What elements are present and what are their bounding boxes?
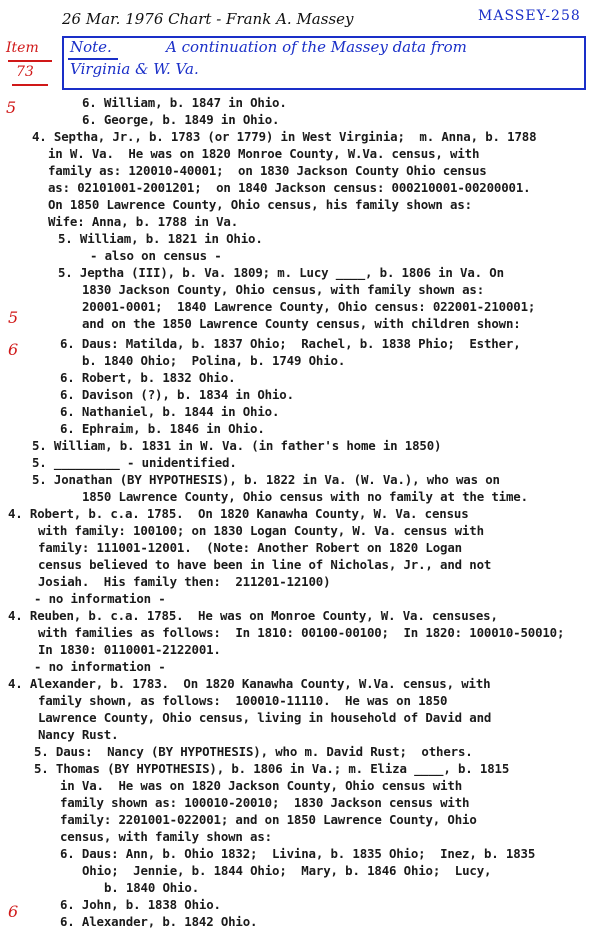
text-line: census, with family shown as:: [60, 829, 272, 844]
text-line: Ohio; Jennie, b. 1844 Ohio; Mary, b. 1846 Ohio; Lucy,: [82, 863, 492, 878]
text-line: 6. Alexander, b. 1842 Ohio.: [60, 914, 258, 929]
text-line: 5. Jeptha (III), b. Va. 1809; m. Lucy ____, b. 1806 in Va. On: [58, 265, 504, 280]
text-line: b. 1840 Ohio.: [104, 880, 200, 895]
note-text-line1: A continuation of the Massey data from: [166, 38, 467, 56]
margin-mark: 6: [8, 902, 19, 921]
text-line: 6. George, b. 1849 in Ohio.: [82, 112, 280, 127]
text-line: 1830 Jackson County, Ohio census, with family shown as:: [82, 282, 485, 297]
text-line: 5. Daus: Nancy (BY HYPOTHESIS), who m. David Rust; others.: [34, 744, 473, 759]
text-line: Josiah. His family then: 211201-12100): [38, 574, 331, 589]
text-line: 4. Septha, Jr., b. 1783 (or 1779) in West Virginia; m. Anna, b. 1788: [32, 129, 537, 144]
text-line: - no information -: [34, 659, 166, 674]
text-line: 6. Daus: Matilda, b. 1837 Ohio; Rachel, b. 1838 Phio; Esther,: [60, 336, 521, 351]
header-date-author: 26 Mar. 1976 Chart - Frank A. Massey: [62, 10, 354, 28]
item-number-underline: [12, 84, 48, 86]
text-line: 1850 Lawrence County, Ohio census with no family at the time.: [82, 489, 528, 504]
text-line: 6. Davison (?), b. 1834 in Ohio.: [60, 387, 294, 402]
text-line: 6. William, b. 1847 in Ohio.: [82, 95, 287, 110]
document-code: MASSEY-258: [478, 8, 581, 24]
text-line: Wife: Anna, b. 1788 in Va.: [48, 214, 239, 229]
note-label: Note.: [70, 38, 112, 56]
text-line: 4. Alexander, b. 1783. On 1820 Kanawha County, W.Va. census, with: [8, 676, 491, 691]
text-line: 6. Robert, b. 1832 Ohio.: [60, 370, 236, 385]
text-line: as: 02101001-2001201; on 1840 Jackson census: 000210001-00200001.: [48, 180, 531, 195]
text-line: with family: 100100; on 1830 Logan County, W. Va. census with: [38, 523, 484, 538]
margin-mark: 5: [8, 308, 19, 327]
text-line: In 1830: 0110001-2122001.: [38, 642, 221, 657]
text-line: family: 2201001-022001; and on 1850 Lawrence County, Ohio: [60, 812, 477, 827]
text-line: 6. John, b. 1838 Ohio.: [60, 897, 221, 912]
text-line: Lawrence County, Ohio census, living in household of David and: [38, 710, 492, 725]
text-line: in W. Va. He was on 1820 Monroe County, W.Va. census, with: [48, 146, 480, 161]
text-line: 5. William, b. 1821 in Ohio.: [58, 231, 263, 246]
margin-mark: 6: [8, 340, 19, 359]
text-line: and on the 1850 Lawrence County census, with children shown:: [82, 316, 521, 331]
item-number: 73: [16, 64, 34, 80]
text-line: 5. William, b. 1831 in W. Va. (in father's home in 1850): [32, 438, 442, 453]
text-line: 5. Jonathan (BY HYPOTHESIS), b. 1822 in Va. (W. Va.), who was on: [32, 472, 500, 487]
margin-mark: 5: [6, 98, 17, 117]
text-line: 6. Daus: Ann, b. Ohio 1832; Livina, b. 1835 Ohio; Inez, b. 1835: [60, 846, 536, 861]
text-line: family as: 120010-40001; on 1830 Jackson County Ohio census: [48, 163, 487, 178]
text-line: 5. _________ - unidentified.: [32, 455, 237, 470]
item-underline: [8, 60, 52, 62]
text-line: family shown as: 100010-20010; 1830 Jackson census with: [60, 795, 470, 810]
text-line: Nancy Rust.: [38, 727, 119, 742]
text-line: 5. Thomas (BY HYPOTHESIS), b. 1806 in Va.; m. Eliza ____, b. 1815: [34, 761, 510, 776]
text-line: 4. Robert, b. c.a. 1785. On 1820 Kanawha County, W. Va. census: [8, 506, 469, 521]
text-line: 4. Reuben, b. c.a. 1785. He was on Monroe County, W. Va. censuses,: [8, 608, 498, 623]
text-line: - also on census -: [90, 248, 222, 263]
text-line: On 1850 Lawrence County, Ohio census, his family shown as:: [48, 197, 472, 212]
item-label: Item: [6, 40, 39, 56]
text-line: family: 111001-12001. (Note: Another Robert on 1820 Logan: [38, 540, 462, 555]
text-line: census believed to have been in line of Nicholas, Jr., and not: [38, 557, 492, 572]
text-line: 6. Ephraim, b. 1846 in Ohio.: [60, 421, 265, 436]
note-text-line2: Virginia & W. Va.: [70, 60, 199, 78]
text-line: with families as follows: In 1810: 00100-00100; In 1820: 100010-50010;: [38, 625, 565, 640]
text-line: 20001-0001; 1840 Lawrence County, Ohio census: 022001-210001;: [82, 299, 536, 314]
text-line: in Va. He was on 1820 Jackson County, Ohio census with: [60, 778, 463, 793]
text-line: family shown, as follows: 100010-11110. He was on 1850: [38, 693, 448, 708]
text-line: - no information -: [34, 591, 166, 606]
text-line: 6. Nathaniel, b. 1844 in Ohio.: [60, 404, 280, 419]
text-line: b. 1840 Ohio; Polina, b. 1749 Ohio.: [82, 353, 346, 368]
